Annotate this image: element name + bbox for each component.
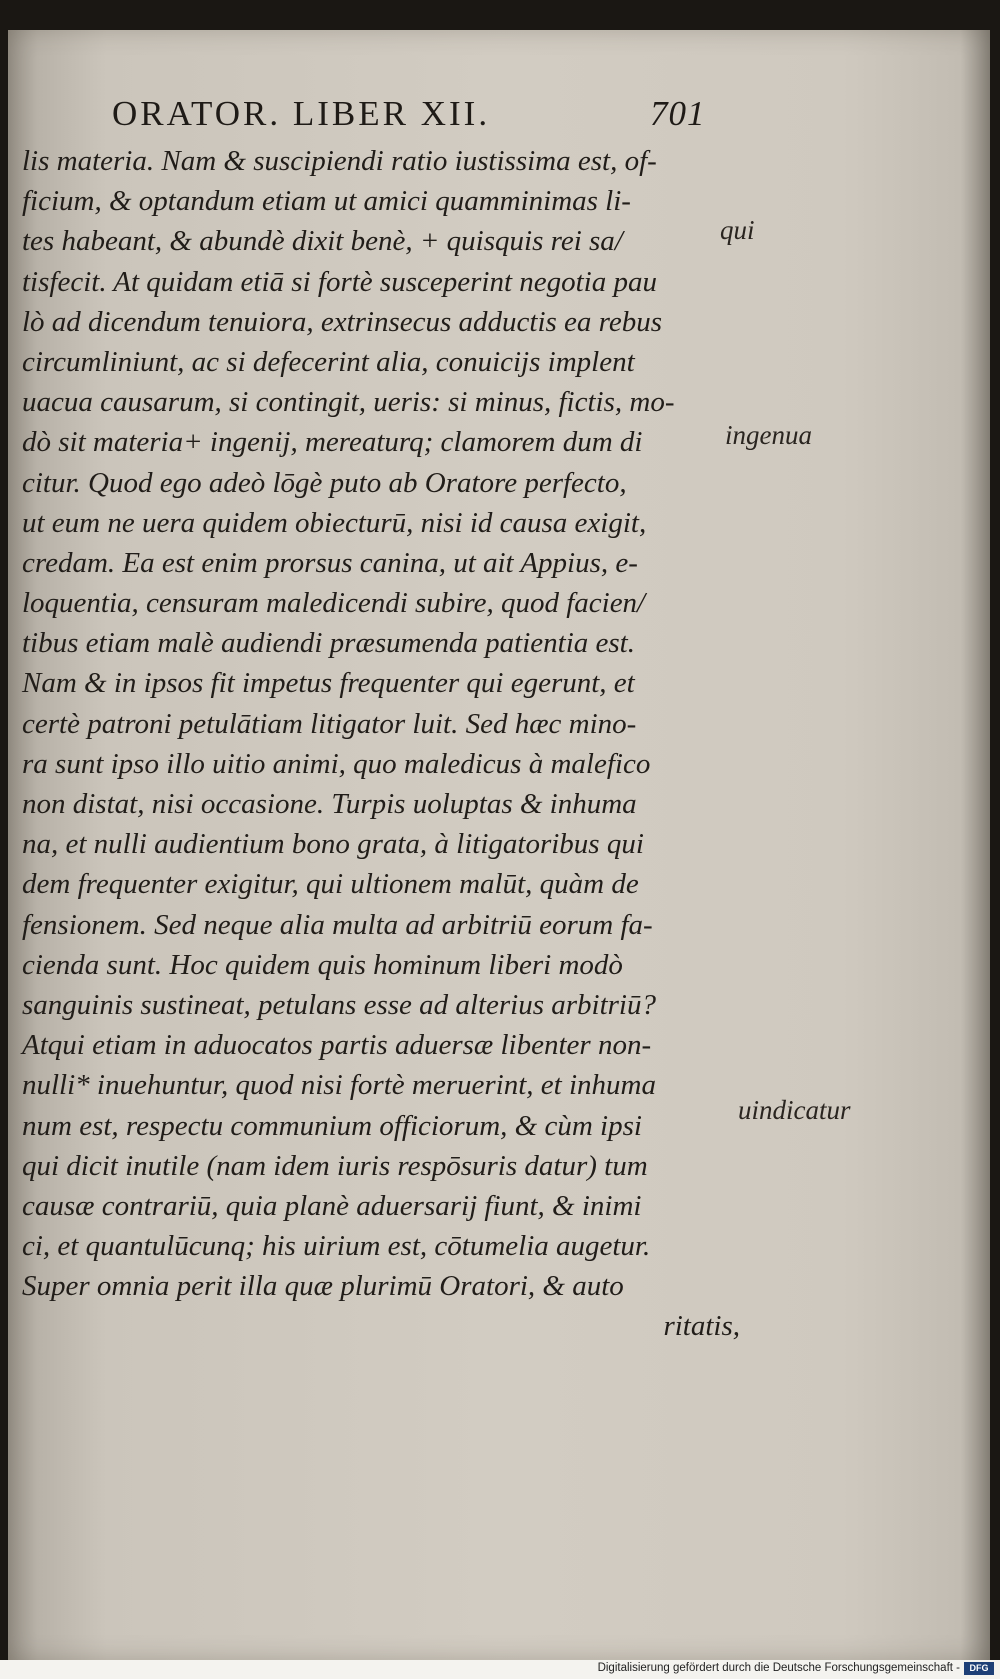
margin-note-ingenua: ingenua	[725, 420, 812, 450]
text-line: lò ad dicendum tenuiora, extrinsecus adductis ea rebus	[22, 305, 663, 338]
text-line: sanguinis sustineat, petulans esse ad alterius arbitriū?	[22, 988, 656, 1021]
text-line: uacua causarum, si contingit, ueris: si minus, fictis, mo-	[22, 386, 675, 419]
text-line: Atqui etiam in aduocatos partis aduersæ libenter non-	[22, 1029, 652, 1062]
text-line: ficium, & optandum etiam ut amici quamminimas li-	[22, 185, 631, 218]
margin-note-qui: qui	[720, 215, 755, 245]
text-line: non distat, nisi occasione. Turpis uoluptas & inhuma	[22, 788, 637, 820]
text-line: citur. Quod ego adeò lōgè puto ab Oratore perfecto,	[22, 466, 627, 499]
text-line: ci, et quantulūcunq; his uirium est, cōtumelia augetur.	[22, 1230, 651, 1263]
text-line: circumliniunt, ac si defecerint alia, conuicijs implent	[22, 345, 635, 378]
funding-credit: Digitalisierung gefördert durch die Deutsche Forschungsgemeinschaft -	[597, 1662, 960, 1674]
text-line: nulli* inuehuntur, quod nisi fortè meruerint, et inhuma	[22, 1069, 656, 1102]
running-title: ORATOR. LIBER XII.	[112, 94, 491, 133]
text-line: causæ contrariū, quia planè aduersarij fiunt, & inimi	[22, 1189, 642, 1222]
body-text	[22, 141, 742, 1347]
text-line: dò sit materia+ ingenij, mereaturq; clamorem dum di	[22, 426, 643, 459]
dfg-logo: DFG	[964, 1662, 994, 1675]
margin-note-uindicatur: uindicatur	[738, 1095, 851, 1125]
text-line: credam. Ea est enim prorsus canina, ut ait Appius, e-	[22, 546, 638, 579]
text-line: Super omnia perit illa quæ plurimū Oratori, & auto	[22, 1270, 624, 1303]
text-line: tes habeant, & abundè dixit benè, + quisquis rei sa/	[22, 225, 623, 258]
text-line: tisfecit. At quidam etiā si fortè susceperint negotia pau	[22, 265, 657, 298]
text-line: fensionem. Sed neque alia multa ad arbitriū eorum fa-	[22, 908, 653, 941]
text-line: ritatis,	[663, 1310, 740, 1343]
text-line: qui dicit inutile (nam idem iuris respōsuris datur) tum	[22, 1149, 648, 1182]
text-line: lis materia. Nam & suscipiendi ratio iustissima est, of-	[22, 145, 657, 177]
text-line: ut eum ne uera quidem obiecturū, nisi id causa exigit,	[22, 506, 647, 539]
text-line: tibus etiam malè audiendi præsumenda patientia est.	[22, 627, 635, 660]
text-line: ra sunt ipso illo uitio animi, quo maledicus à malefico	[22, 747, 651, 780]
text-line: certè patroni petulātiam litigator luit. Sed hæc mino-	[22, 707, 637, 740]
text-line: loquentia, censuram maledicendi subire, quod facien/	[22, 587, 646, 620]
page-number: 701	[650, 94, 706, 133]
text-line: Nam & in ipsos fit impetus frequenter qui egerunt, et	[22, 667, 635, 700]
text-line: num est, respectu communium officiorum, & cùm ipsi	[22, 1109, 642, 1142]
text-line: cienda sunt. Hoc quidem quis hominum liberi modò	[22, 948, 623, 981]
footer-bar	[0, 1660, 1000, 1679]
text-line: dem frequenter exigitur, qui ultionem malūt, quàm de	[22, 868, 639, 901]
text-line: na, et nulli audientium bono grata, à litigatoribus qui	[22, 828, 644, 861]
